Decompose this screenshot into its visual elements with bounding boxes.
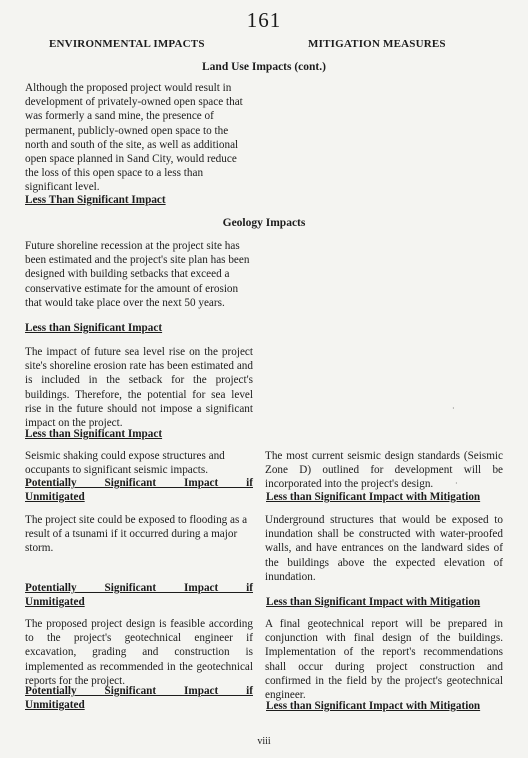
- seismic-shaking-verdict: [25, 476, 253, 504]
- scan-speck: ·: [452, 404, 455, 413]
- section-heading-land-use: Land Use Impacts (cont.): [202, 61, 326, 73]
- page-number: 161: [246, 8, 282, 32]
- geotechnical-design-verdict: [25, 684, 253, 712]
- scan-speck: ·: [455, 479, 458, 488]
- geotechnical-report-mitigation-paragraph: A final geotechnical report will be prepared in conjunction with final design of the buildings. Implementation of the report's recommendations shall occur during project construction and confirmed in the field by the project's geotechnical engineer.: [265, 618, 503, 702]
- sea-level-rise-paragraph: The impact of future sea level rise on the project site's shoreline erosion rate has been estimated and is included in the setback for the project's buildings. Therefore, the potential for sea level rise in the future should not impose a significant impact on the project.: [25, 346, 253, 430]
- verdict-line-2: Unmitigated: [25, 596, 85, 608]
- inundation-mitigation-verdict: Less than Significant Impact with Mitigation: [266, 596, 481, 608]
- verdict-line-2: Unmitigated: [25, 699, 85, 711]
- tsunami-flooding-paragraph: The project site could be exposed to flooding as a result of a tsunami if it occurred during a major storm.: [25, 514, 248, 555]
- section-heading-geology: Geology Impacts: [222, 217, 306, 229]
- page-footer-roman-numeral: viii: [257, 736, 271, 747]
- verdict-line-1: Potentially Significant Impact if: [25, 582, 253, 594]
- land-use-impact-paragraph: Although the proposed project would result in development of privately-owned open space that was formerly a sand mine, the presence of permanent, publicly-owned open space to the north and south of the site, as well as additional open space planned in Sand City, would reduce the loss of this open space to a less than significant level.: [25, 82, 243, 194]
- verdict-line-1: Potentially Significant Impact if: [25, 685, 253, 697]
- geotechnical-design-paragraph: The proposed project design is feasible according to the project's geotechnical engineer if excavation, grading and construction is implemented as recommended in the geotechnical reports for the project.: [25, 618, 253, 687]
- verdict-line-2: Unmitigated: [25, 491, 85, 503]
- inundation-mitigation-paragraph: Underground structures that would be exposed to inundation shall be constructed with water-proofed walls, and have entrances on the landward sides of the buildings above the expected elevation of inundation.: [265, 514, 503, 583]
- shoreline-recession-verdict: Less than Significant Impact: [25, 322, 163, 334]
- land-use-impact-verdict: Less Than Significant Impact: [25, 194, 166, 206]
- column-header-environmental-impacts: ENVIRONMENTAL IMPACTS: [49, 38, 205, 50]
- tsunami-flooding-verdict: [25, 581, 253, 609]
- sea-level-rise-verdict: Less than Significant Impact: [25, 428, 163, 440]
- verdict-line-1: Potentially Significant Impact if: [25, 477, 253, 489]
- shoreline-recession-paragraph: Future shoreline recession at the project site has been estimated and the project's site plan has been designed with building setbacks that exceed a conservative estimate for the amount of erosion that would take place over the next 50 years.: [25, 240, 250, 309]
- column-header-mitigation-measures: MITIGATION MEASURES: [308, 38, 446, 50]
- seismic-design-mitigation-verdict: Less than Significant Impact with Mitigation: [266, 491, 481, 503]
- seismic-design-mitigation-paragraph: The most current seismic design standards (Seismic Zone D) outlined for development will be incorporated into the project's design.: [265, 450, 503, 491]
- seismic-shaking-paragraph: Seismic shaking could expose structures and occupants to significant seismic impacts.: [25, 450, 225, 477]
- geotechnical-report-mitigation-verdict: Less than Significant Impact with Mitigation: [266, 700, 481, 712]
